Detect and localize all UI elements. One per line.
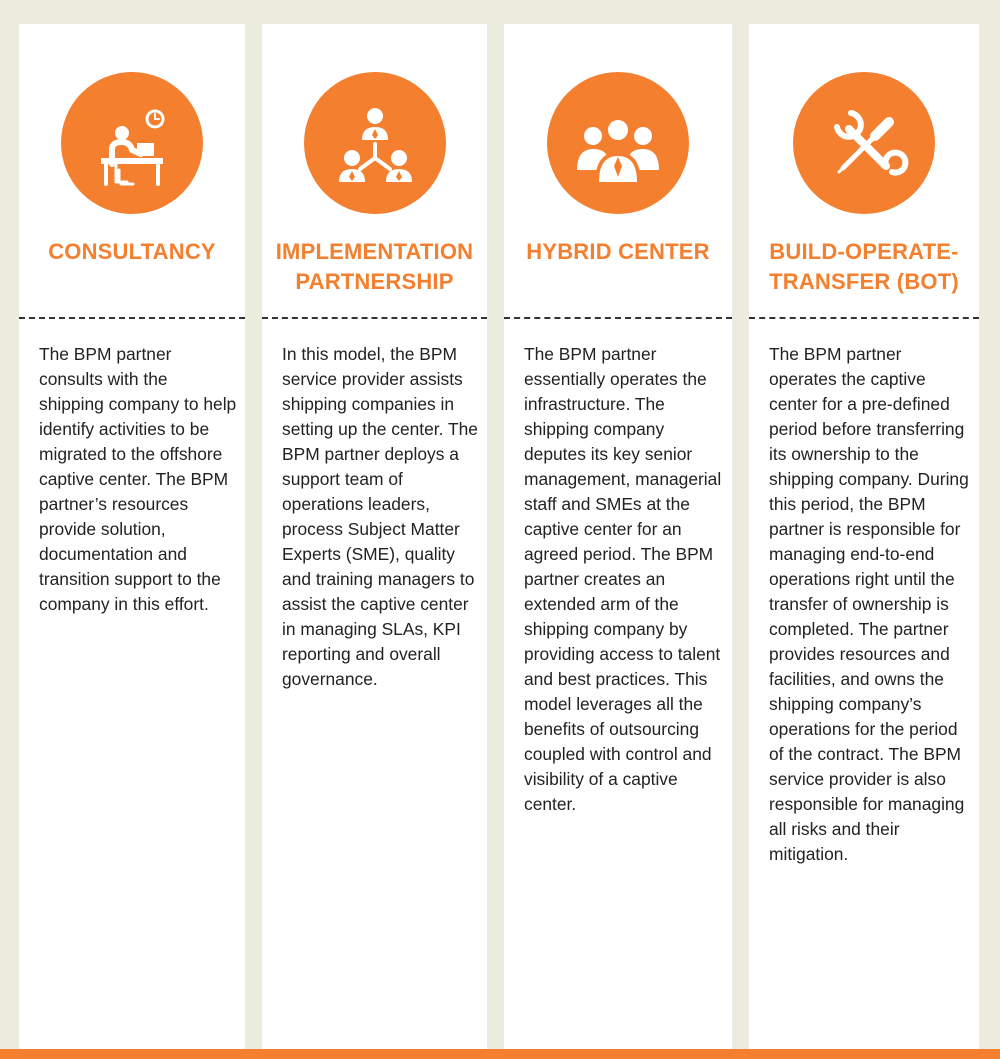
title-line-2: TRANSFER (BOT) — [769, 269, 959, 294]
footer-accent-bar — [0, 1049, 1000, 1059]
column-implementation-partnership — [262, 24, 487, 1049]
dashed-divider — [19, 317, 245, 319]
column-description: In this model, the BPM service provider assists shipping companies in setting up the center. The BPM partner deploys a support team of operations leaders, process Subject Matter Experts (SME), quality and training managers to assist the captive center in managing SLAs, KPI reporting and overall governance. — [282, 344, 478, 689]
column-consultancy — [19, 24, 245, 1049]
column-build-operate-transfer — [749, 24, 979, 1049]
column-title — [266, 237, 483, 297]
dashed-divider — [262, 317, 487, 319]
dashed-divider — [504, 317, 732, 319]
title-line-2: PARTNERSHIP — [295, 269, 454, 294]
title-line-1: BUILD-OPERATE- — [769, 239, 959, 264]
title-line-1: CONSULTANCY — [48, 239, 216, 264]
column-title — [753, 237, 975, 297]
team-hierarchy-icon — [304, 72, 446, 214]
dashed-divider — [749, 317, 979, 319]
column-description: The BPM partner operates the captive center for a pre-defined period before transferring its ownership to the shipping company. During this period, the BPM partner is responsible for managing end-to-end operations right until the transfer of ownership is completed. The partner provides resources and facilities, and owns the shipping company’s operations for the period of the contract. The BPM service provider is also responsible for managing all risks and their mitigation. — [769, 344, 969, 864]
group-of-people-icon — [547, 72, 689, 214]
column-description: The BPM partner consults with the shipping company to help identify activities to be migrated to the offshore captive center. The BPM partner’s resources provide solution, documentation and transition support to the company in this effort. — [39, 344, 237, 614]
title-line-1: HYBRID CENTER — [526, 239, 710, 264]
consultant-at-desk-icon — [61, 72, 203, 214]
column-title — [508, 237, 728, 267]
wrench-screwdriver-icon — [793, 72, 935, 214]
column-title — [23, 237, 241, 267]
column-hybrid-center — [504, 24, 732, 1049]
title-line-1: IMPLEMENTATION — [275, 239, 474, 264]
column-description: The BPM partner essentially operates the infrastructure. The shipping company deputes its key senior management, managerial staff and SMEs at the captive center for an agreed period. The BPM partner creates an extended arm of the shipping company by providing access to talent and best practices. This model leverages all the benefits of outsourcing coupled with control and visibility of a captive center. — [524, 344, 722, 814]
